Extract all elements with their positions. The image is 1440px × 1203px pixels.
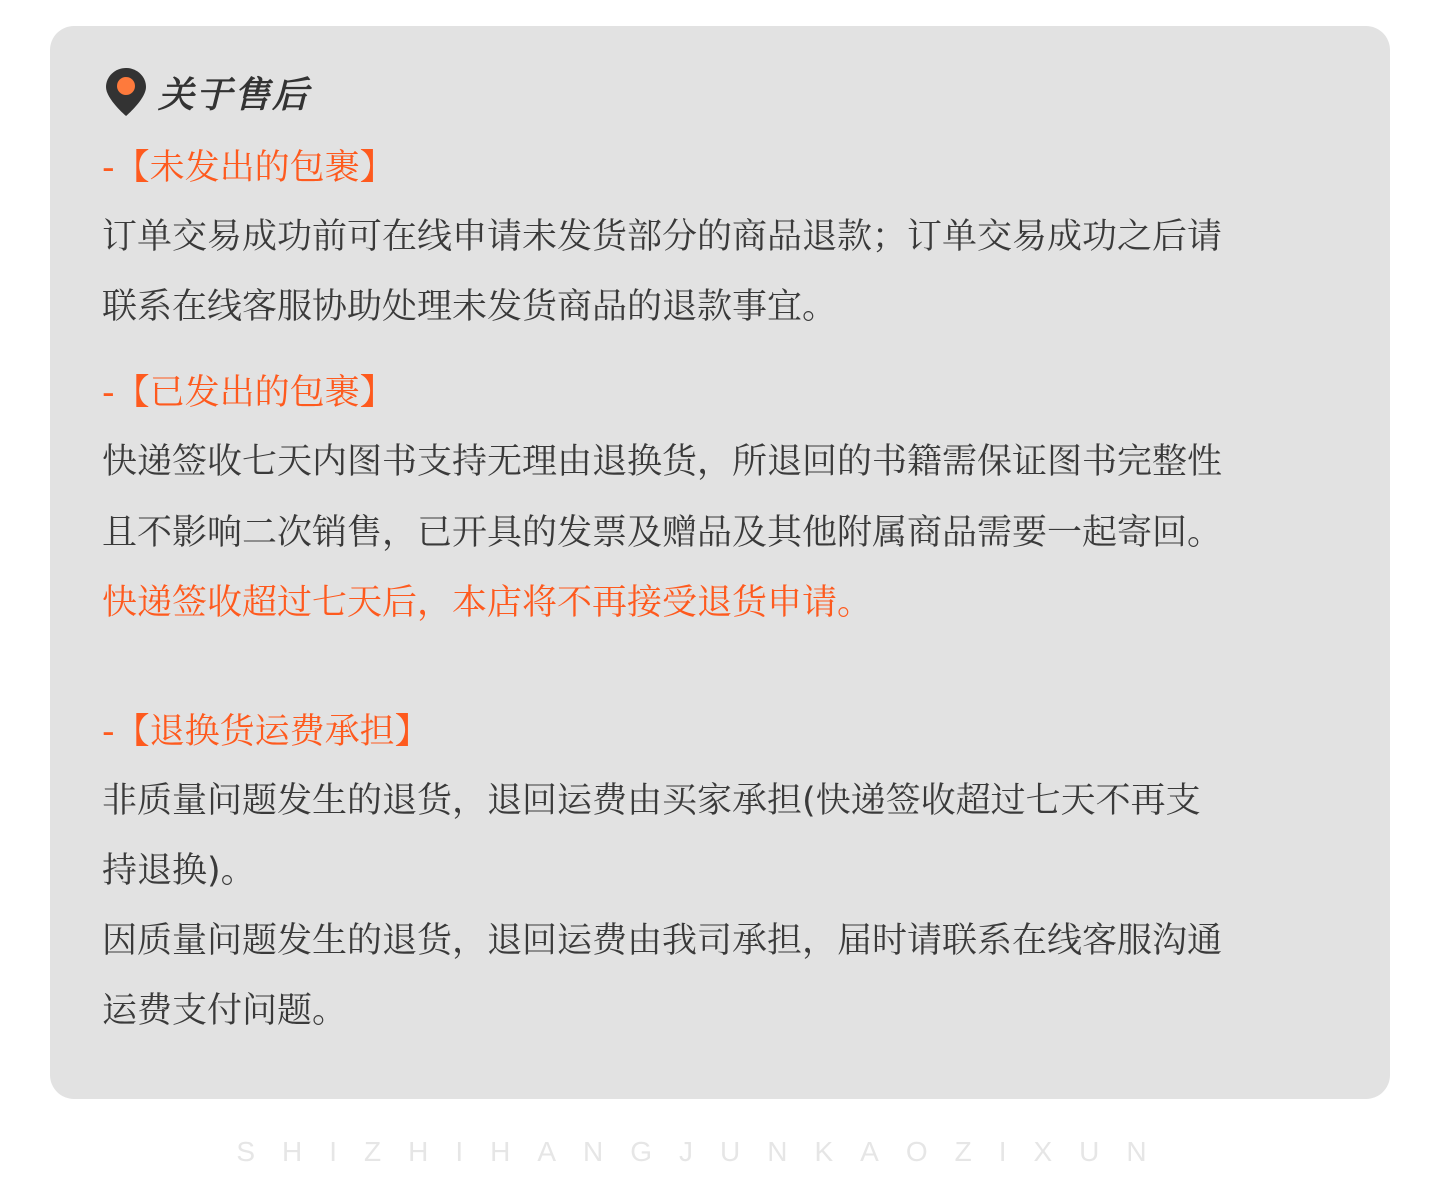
section-heading-unshipped: -【未发出的包裹】 [102,148,395,188]
highlight-notice: 快递签收超过七天后，本店将不再接受退货申请。 [102,583,873,623]
section-heading-shipped: -【已发出的包裹】 [102,373,395,413]
paragraph-line: 快递签收七天内图书支持无理由退换货，所退回的书籍需保证图书完整性 [102,442,1223,482]
section-heading-shipping-fee: -【退换货运费承担】 [102,712,430,752]
paragraph-line: 因质量问题发生的退货，退回运费由我司承担，届时请联系在线客服沟通 [102,921,1223,961]
card-header [104,64,310,120]
paragraph-line: 订单交易成功前可在线申请未发货部分的商品退款；订单交易成功之后请 [102,217,1223,257]
paragraph-line: 联系在线客服协助处理未发货商品的退款事宜。 [102,287,838,327]
paragraph-line: 且不影响二次销售，已开具的发票及赠品及其他附属商品需要一起寄回。 [102,513,1223,553]
paragraph-line: 非质量问题发生的退货，退回运费由买家承担(快递签收超过七天不再支 [102,781,1201,821]
section-title: 关于售后 [158,74,311,116]
footer-watermark: SHIZHIHANGJUNKAOZIXUN [236,1136,1174,1167]
location-pin-icon [104,66,148,118]
paragraph-line: 运费支付问题。 [102,991,348,1031]
paragraph-line: 持退换)。 [102,851,256,891]
